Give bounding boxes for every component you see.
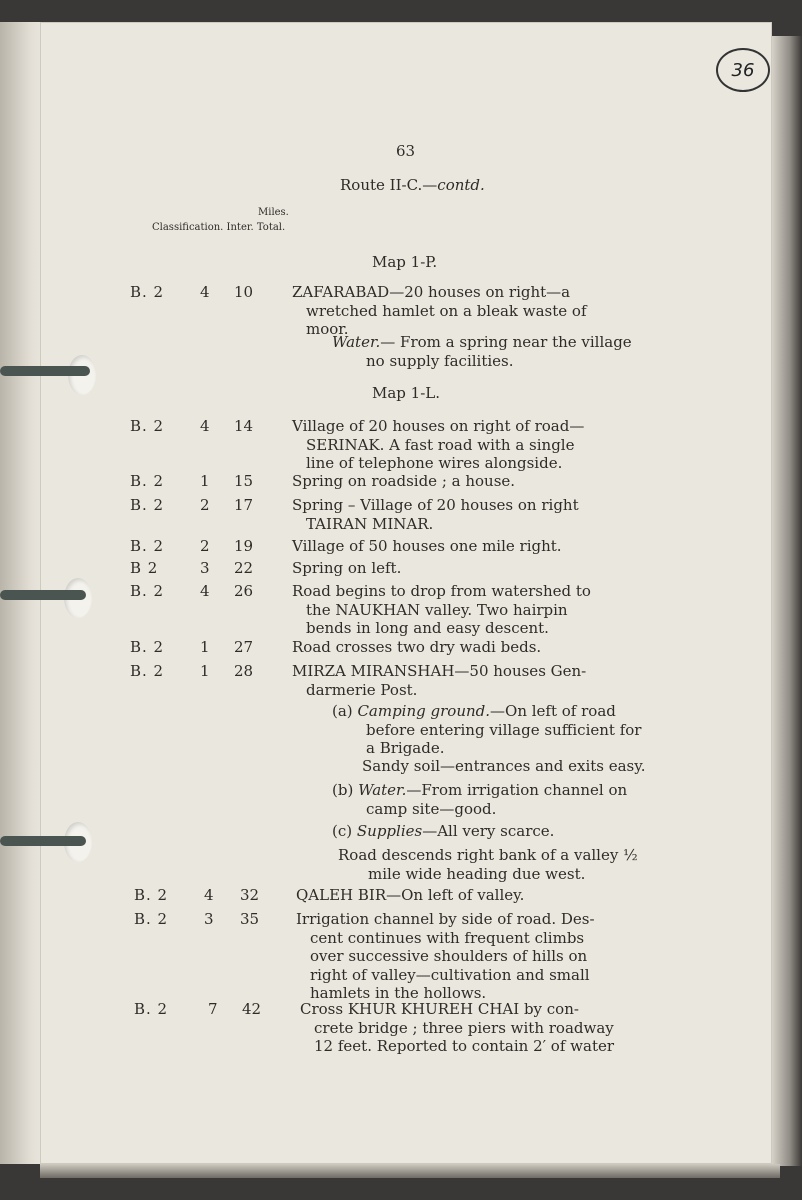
- row-description: Spring – Village of 20 houses on right TAIRAN MINAR.: [292, 496, 579, 533]
- row-description: Cross KHUR KHUREH CHAI by con- crete bridge ; three piers with roadway 12 feet. Reported to contain 2′ of water: [300, 1000, 615, 1055]
- row-description: Spring on roadside ; a house.: [292, 472, 516, 490]
- map-heading: Map 1-L.: [372, 384, 441, 402]
- classification: B. 2: [134, 886, 169, 904]
- classification: B. 2: [130, 582, 165, 600]
- total-miles: 14: [234, 417, 254, 435]
- total-miles: 19: [234, 537, 254, 555]
- road-note: Road descends right bank of a valley ½ mile wide heading due west.: [338, 846, 638, 883]
- inter-miles: 4: [200, 417, 210, 435]
- binding-string: [0, 590, 86, 600]
- total-miles: 10: [234, 283, 254, 301]
- total-miles: 15: [234, 472, 254, 490]
- route-title: Route II-C.—contd.: [340, 176, 485, 194]
- inter-miles: 4: [200, 582, 210, 600]
- classification: B. 2: [130, 472, 165, 490]
- row-description: Road begins to drop from watershed to the NAUKHAN valley. Two hairpin bends in long and easy descent.: [292, 582, 591, 637]
- total-miles: 42: [242, 1000, 262, 1018]
- inter-miles: 4: [200, 283, 210, 301]
- classification: B. 2: [130, 638, 165, 656]
- inter-miles: 1: [200, 662, 210, 680]
- soil-note: Sandy soil—entrances and exits easy.: [362, 757, 646, 775]
- inter-miles: 2: [200, 537, 210, 555]
- inter-miles: 3: [200, 559, 210, 577]
- row-description: ZAFARABAD—20 houses on right—a wretched hamlet on a bleak waste of moor.: [292, 283, 587, 338]
- page-number: 63: [396, 142, 416, 160]
- classification: B 2: [130, 559, 159, 577]
- supplies-note: (c) Supplies—All very scarce.: [332, 822, 555, 840]
- classification: B. 2: [130, 417, 165, 435]
- row-description: Irrigation channel by side of road. Des- cent continues with frequent climbs over successive shoulders of hills on right of valley—cultivation and small hamlets in the hollows.: [296, 910, 595, 1002]
- inter-miles: 7: [208, 1000, 218, 1018]
- water-note: Water.— From a spring near the village no supply facilities.: [332, 333, 632, 370]
- row-description: MIRZA MIRANSHAH—50 houses Gen- darmerie Post.: [292, 662, 587, 699]
- inter-miles: 4: [204, 886, 214, 904]
- binding-string: [0, 366, 90, 376]
- column-headers: Classification. Inter. Total.: [152, 222, 286, 233]
- folio-number-circled: 36: [716, 48, 770, 92]
- water-note: (b) Water.—From irrigation channel on camp site—good.: [332, 781, 628, 818]
- total-miles: 17: [234, 496, 254, 514]
- row-description: QALEH BIR—On left of valley.: [296, 886, 525, 904]
- row-description: Village of 20 houses on right of road— SERINAK. A fast road with a single line of telephone wires alongside.: [292, 417, 585, 472]
- total-miles: 28: [234, 662, 254, 680]
- miles-header: Miles.: [258, 207, 289, 218]
- classification: B. 2: [130, 496, 165, 514]
- row-description: Village of 50 houses one mile right.: [292, 537, 562, 555]
- total-miles: 26: [234, 582, 254, 600]
- total-miles: 22: [234, 559, 254, 577]
- inter-miles: 1: [200, 638, 210, 656]
- classification: B. 2: [130, 283, 165, 301]
- binding-string: [0, 836, 86, 846]
- classification: B. 2: [130, 537, 165, 555]
- page-bottom-edge: [40, 1164, 780, 1178]
- total-miles: 32: [240, 886, 260, 904]
- map-heading: Map 1-P.: [372, 253, 438, 271]
- inter-miles: 2: [200, 496, 210, 514]
- total-miles: 27: [234, 638, 254, 656]
- row-description: Road crosses two dry wadi beds.: [292, 638, 542, 656]
- total-miles: 35: [240, 910, 260, 928]
- page-stack-edge: [772, 36, 802, 1166]
- inter-miles: 3: [204, 910, 214, 928]
- inter-miles: 1: [200, 472, 210, 490]
- classification: B. 2: [134, 910, 169, 928]
- camping-ground-note: (a) Camping ground.—On left of road before entering village sufficient for a Brigade.: [332, 702, 642, 757]
- classification: B. 2: [134, 1000, 169, 1018]
- row-description: Spring on left.: [292, 559, 402, 577]
- classification: B. 2: [130, 662, 165, 680]
